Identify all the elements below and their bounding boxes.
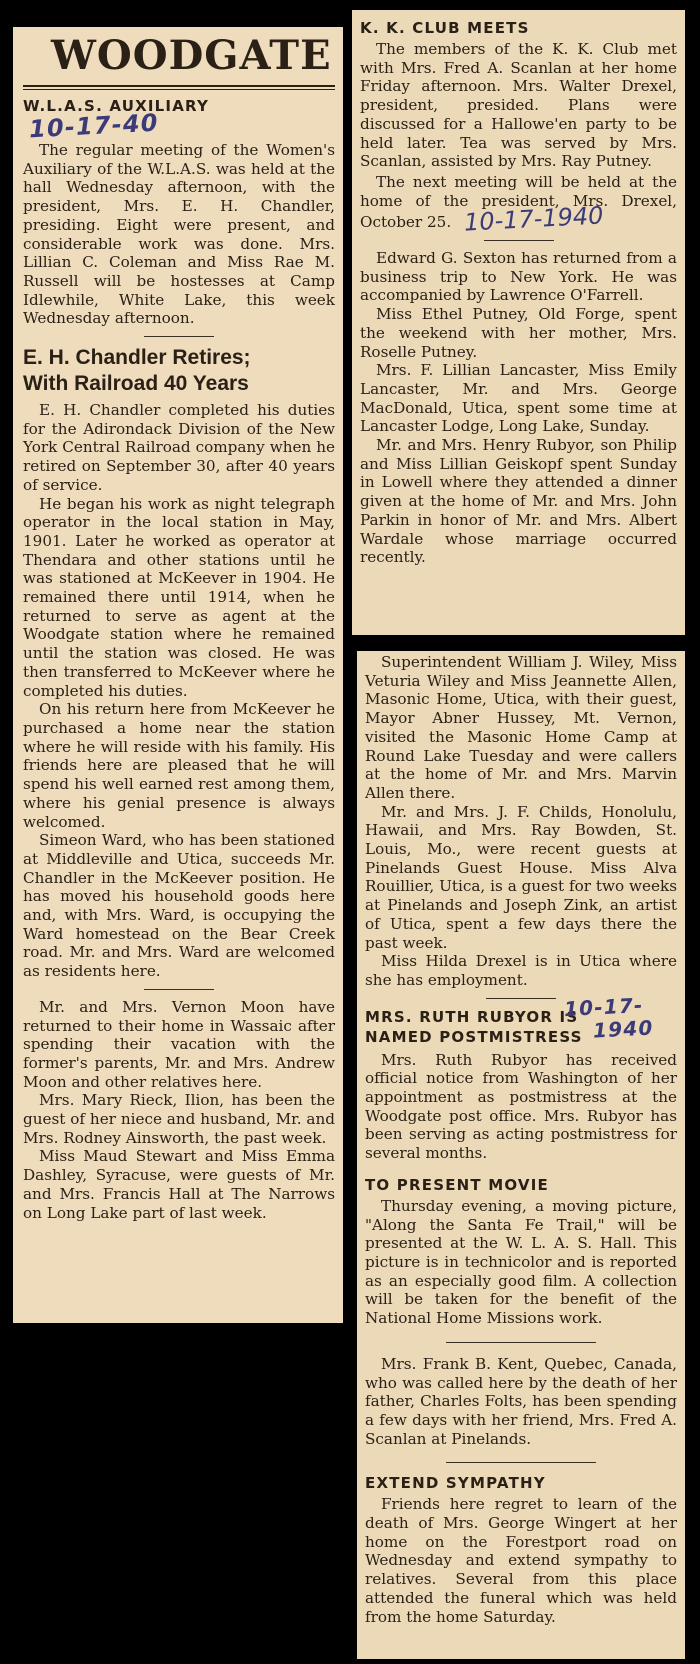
auxiliary-heading: [23, 96, 335, 144]
movie-body: Thursday evening, a moving picture, "Along the Santa Fe Trail," will be presented at the W. L. A. S. Hall. This picture is in technicolor and is reported as an especially good film. A collection will be taken for the benefit of the National Home Missions work.: [365, 1196, 677, 1328]
masthead: WOODGATE: [51, 32, 332, 79]
chandler-article: [23, 345, 335, 981]
personal-item: Mr. and Mrs. Vernon Moon have returned to their home in Wassaic after spending their vacation with the former's parents, Mr. and Mrs. Andrew Moon and other relatives here.: [23, 997, 335, 1091]
sympathy-body: Friends here regret to learn of the death of Mrs. George Wingert at her home on the Forestport road on Wednesday and extend sympathy to relatives. Several from this place attended the funeral which was held from the home Saturday.: [365, 1495, 677, 1626]
auxiliary-body: The regular meeting of the Women's Auxiliary of the W.L.A.S. was held at the hall Wednesday afternoon, with the president, Mrs. E. H. Chandler, presiding. Eight were present, and considerable work was done. Mrs. Lillian C. Coleman and Miss Rae M. Russell will be hostesses at Camp Idlewhile, White Lake, this week Wednesday afternoon.: [23, 141, 335, 328]
right-bottom-clipping: [357, 651, 685, 1659]
personal-item: Miss Hilda Drexel is in Utica where she has employment.: [365, 952, 677, 989]
sympathy-section: [365, 1473, 677, 1626]
auxiliary-section: [23, 96, 335, 328]
handwritten-date: 10-17-: [562, 992, 644, 1021]
divider: [446, 1342, 596, 1343]
article-paragraph: He began his work as night telegraph operator in the local station in May, 1901. Later he worked as operator at Thendara and other stations until he was stationed at McKeever in 1904. He remained there until 1914, when he returned to serve as agent at the Woodgate station where he remained until the station was closed. He was then transferred to McKeever where he completed his duties.: [23, 494, 335, 700]
handwritten-date-year: 1940: [591, 1015, 654, 1043]
right-top-clipping: [352, 10, 685, 635]
masthead-rule: [23, 85, 335, 90]
postmistress-heading-line-1: MRS. RUTH RUBYOR IS: [365, 1007, 579, 1026]
divider: [144, 336, 214, 337]
kk-club-paragraph: [360, 172, 677, 237]
article-paragraph: Simeon Ward, who has been stationed at Middleville and Utica, succeeds Mr. Chandler in the McKeever position. He has moved his household goods here and, with Mrs. Ward, is occupying the Ward homestead on the Bear Creek road. Mr. and Mrs. Ward are welcomed as residents here.: [23, 831, 335, 981]
personal-item: Mr. and Mrs. Henry Rubyor, son Philip and Miss Lillian Geiskopf spent Sunday in Lowell where they attended a dinner given at the home of Mr. and Mrs. John Parkin in honor of Mr. and Mrs. Albert Wardale whose marriage occurred recently.: [360, 436, 677, 567]
auxiliary-heading-text: W.L.A.S. AUXILIARY: [23, 97, 209, 115]
divider: [446, 1462, 596, 1463]
chandler-headline-line-1: E. H. Chandler Retires;: [23, 346, 251, 370]
postmistress-section: [365, 992, 677, 1163]
personal-item: Miss Ethel Putney, Old Forge, spent the weekend with her mother, Mrs. Roselle Putney.: [360, 305, 677, 361]
kk-club-paragraph: The members of the K. K. Club met with Mrs. Fred A. Scanlan at her home Friday afternoon. Mrs. Walter Drexel, president, presided. Plans were discussed for a Hallowe'en party to be held later. Tea was served by Mrs. Scanlan, assisted by Mrs. Ray Putney.: [360, 40, 677, 171]
article-paragraph: On his return here from McKeever he purchased a home near the station where he will reside with his family. His friends here are pleased that he will spend his well earned rest among them, where his genial presence is always welcomed.: [23, 700, 335, 831]
sympathy-heading: EXTEND SYMPATHY: [365, 1474, 546, 1493]
personal-item: Mrs. F. Lillian Lancaster, Miss Emily Lancaster, Mr. and Mrs. George MacDonald, Utica, spent some time at Lancaster Lodge, Long Lake, Sunday.: [360, 361, 677, 436]
chandler-headline: [23, 345, 335, 397]
handwritten-date: 10-17-40: [28, 108, 160, 144]
postmistress-body: Mrs. Ruth Rubyor has received official notice from Washington of her appointment as postmistress at the Woodgate post office. Mrs. Rubyor has been serving as acting postmistress for several months.: [365, 1050, 677, 1163]
divider: [144, 989, 214, 990]
movie-section: [365, 1175, 677, 1328]
left-clipping: [13, 27, 343, 1323]
personal-item: Edward G. Sexton has returned from a business trip to New York. He was accompanied by Lawrence O'Farrell.: [360, 249, 677, 305]
divider: [484, 240, 554, 241]
handwritten-date: 10-17-1940: [463, 201, 605, 237]
personal-item: Mrs. Frank B. Kent, Quebec, Canada, who was called here by the death of her father, Charles Folts, has been spending a few days with her friend, Mrs. Fred A. Scanlan at Pinelands.: [365, 1354, 677, 1448]
kk-club-next-meeting: The next meeting will be held at the home of the president, Mrs. Drexel, October 25.: [360, 172, 677, 232]
personal-item: Mrs. Mary Rieck, Ilion, has been the guest of her niece and husband, Mr. and Mrs. Rodney Ainsworth, the past week.: [23, 1091, 335, 1147]
chandler-headline-line-2: With Railroad 40 Years: [23, 372, 249, 396]
divider: [486, 998, 556, 999]
personal-item: Superintendent William J. Wiley, Miss Veturia Wiley and Miss Jeannette Allen, Masonic Home, Utica, with their guest, Mayor Abner Hussey, Mt. Vernon, visited the Masonic Home Camp at Round Lake Tuesday and were callers at the home of Mr. and Mrs. Marvin Allen there.: [365, 653, 677, 802]
postmistress-heading-line-2: NAMED POSTMISTRESS: [365, 1027, 583, 1046]
article-paragraph: E. H. Chandler completed his duties for the Adirondack Division of the New York Central Railroad company when he retired on September 30, after 40 years of service.: [23, 401, 335, 494]
personal-item: Mr. and Mrs. J. F. Childs, Honolulu, Hawaii, and Mrs. Ray Bowden, St. Louis, Mo., were recent guests at Pinelands Guest House. Miss Alva Rouillier, Utica, is a guest for two weeks at Pinelands and Joseph Zink, an artist of Utica, spent a few days there the past week.: [365, 802, 677, 952]
kk-club-heading: K. K. CLUB MEETS: [360, 19, 530, 37]
left-personals: [23, 998, 335, 1222]
postmistress-heading: [365, 992, 677, 1047]
movie-heading: TO PRESENT MOVIE: [365, 1175, 549, 1194]
personal-item: Miss Maud Stewart and Miss Emma Dashley, Syracuse, were guests of Mr. and Mrs. Francis Hall at The Narrows on Long Lake part of last week.: [23, 1147, 335, 1222]
